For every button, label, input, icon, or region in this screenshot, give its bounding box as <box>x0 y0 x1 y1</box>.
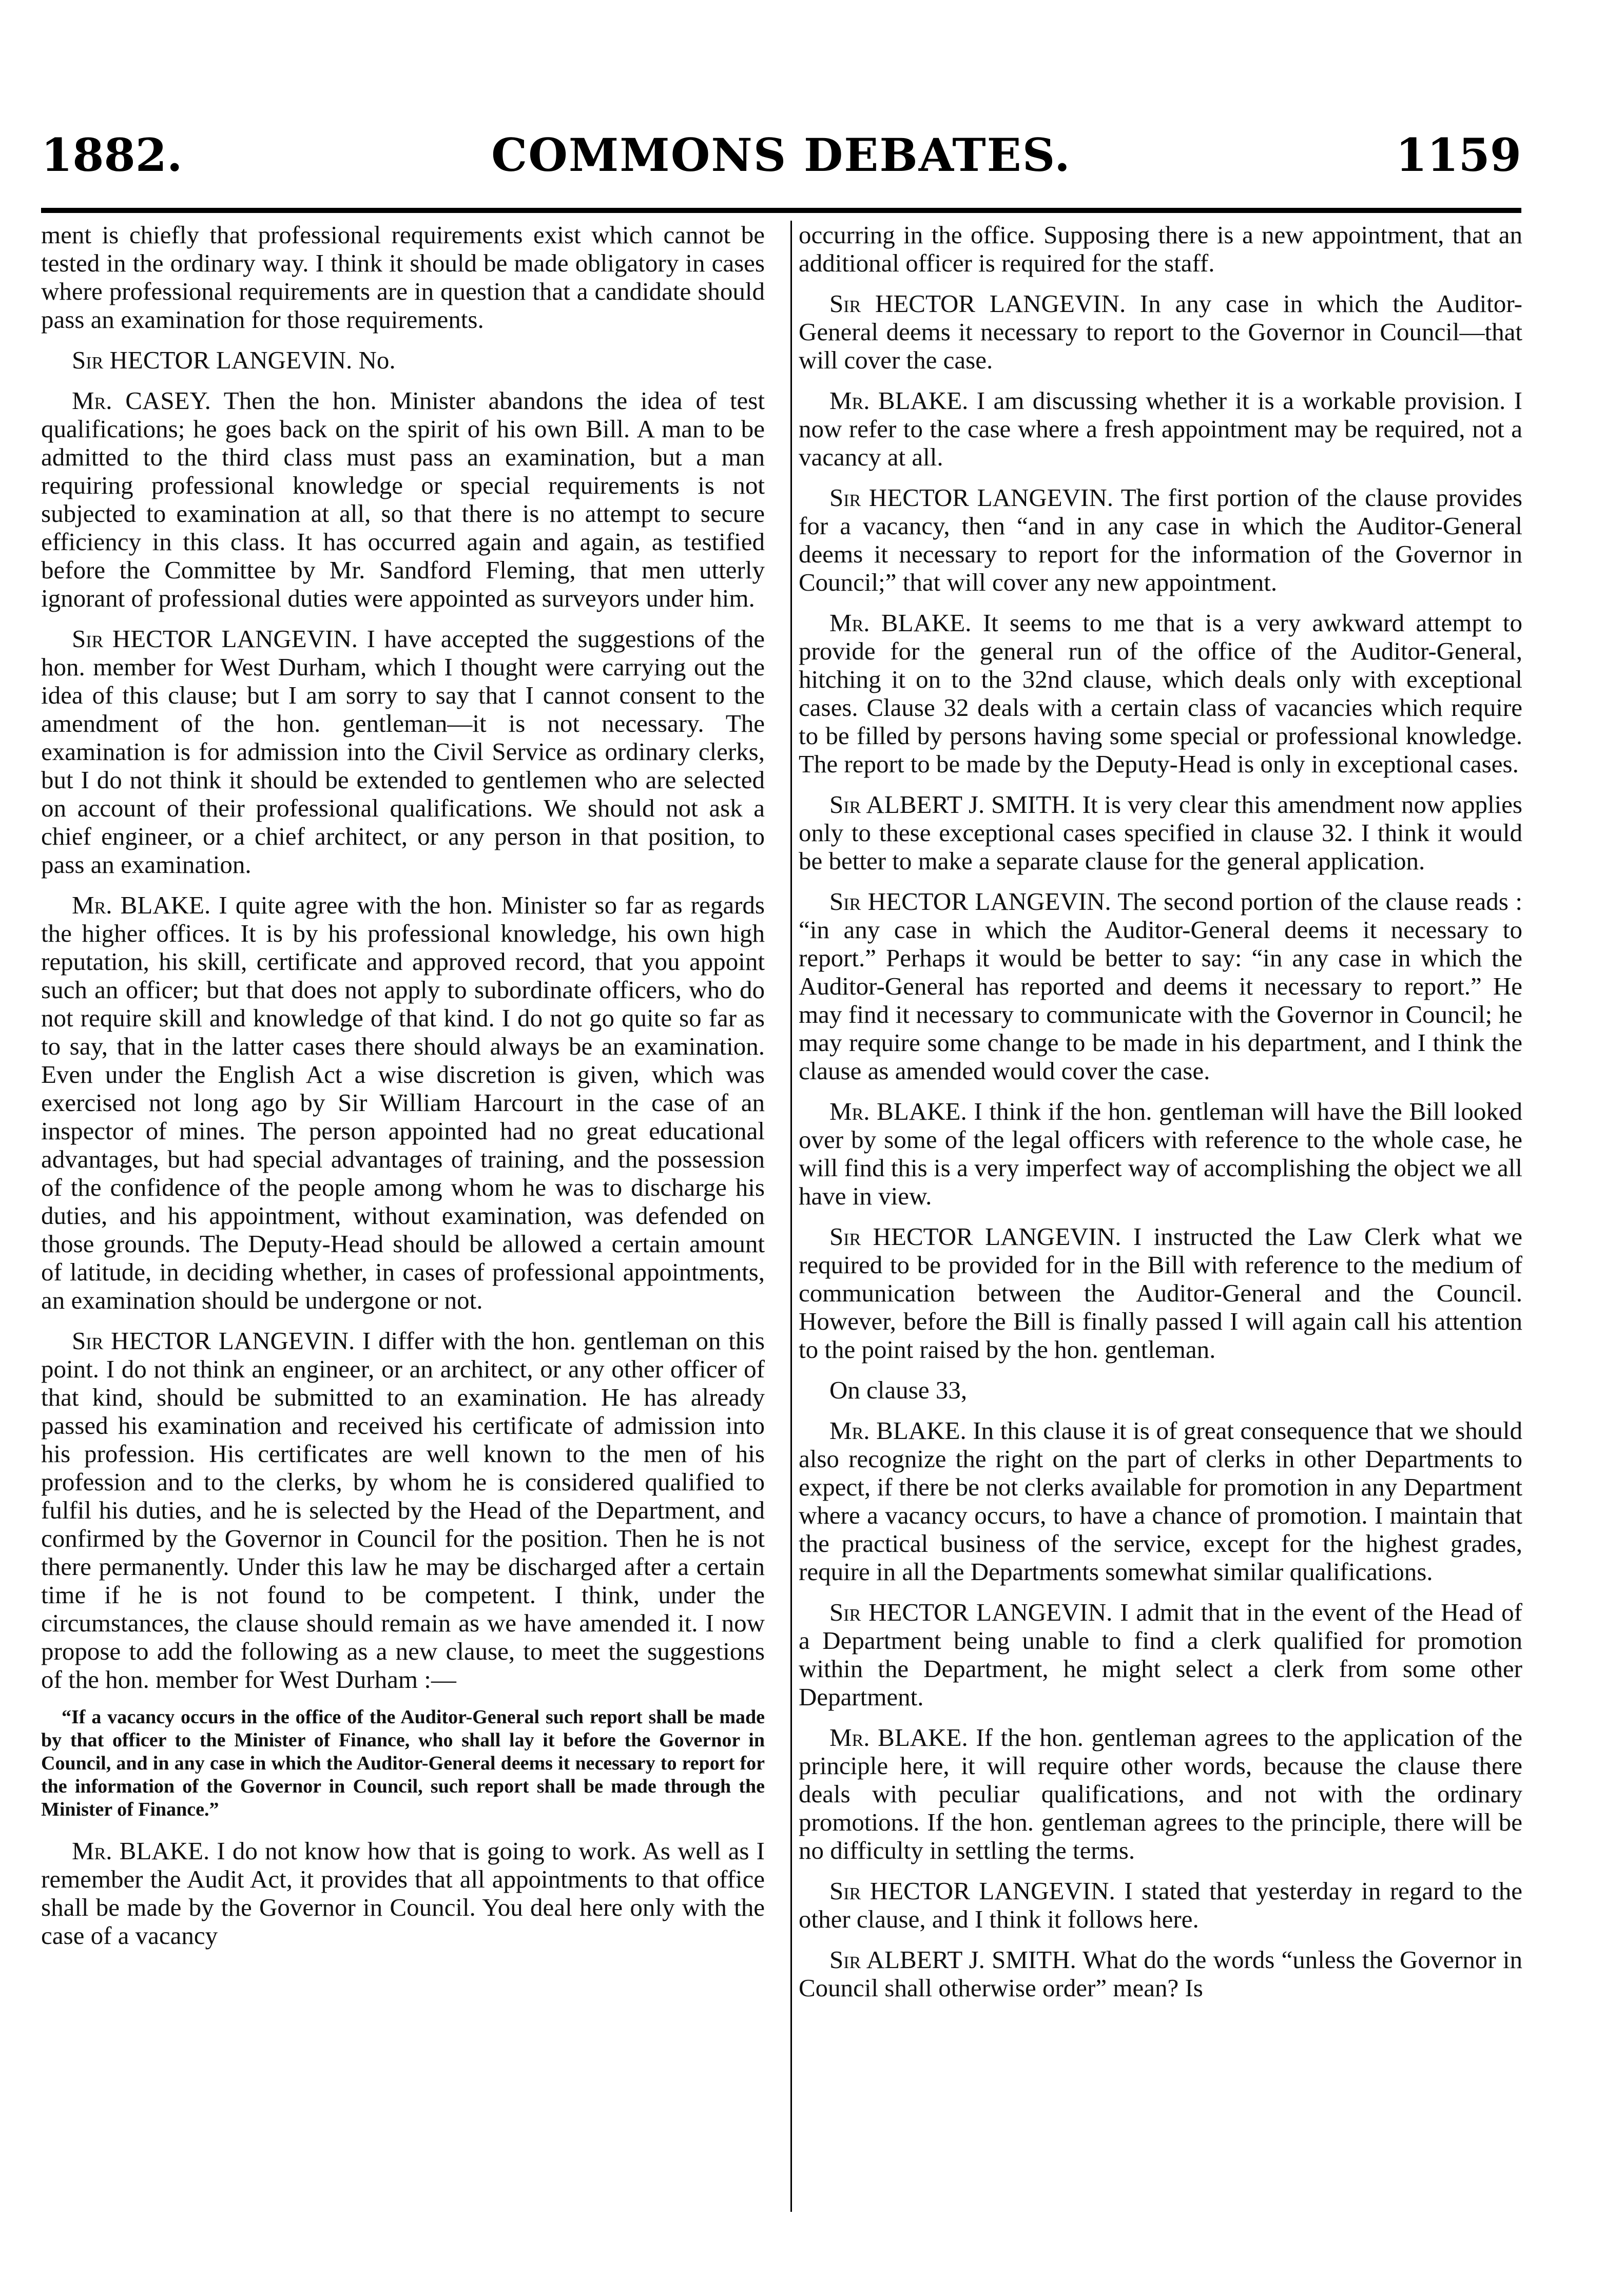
speech-paragraph <box>799 1222 1522 1364</box>
speaker-name: Mr. BLAKE. <box>829 1097 967 1125</box>
speech-paragraph <box>799 1416 1522 1586</box>
speech-paragraph <box>799 1723 1522 1864</box>
speaker-name: Sir HECTOR LANGEVIN. <box>829 289 1126 318</box>
quoted-clause: “If a vacancy occurs in the office of the Auditor-General such report shall be made by that officer to the Minister of Finance, who shall lay it before the Governor in Council, and in any case in which the Auditor-General deems it necessary to report for the information of the Governor in Council, such report shall be made through the Minister of Finance.” <box>41 1706 765 1820</box>
speech-text: I think if the hon. gentleman will have the Bill looked over by some of the legal officers with reference to the whole case, he will find this is a very imperfect way of accomplishing the object we all have in view. <box>799 1097 1522 1210</box>
speaker-name: Sir HECTOR LANGEVIN. <box>72 1327 355 1355</box>
speech-text: It is very clear this amendment now applies only to these exceptional cases specified in clause 32. I think it would be better to make a separate clause for the general application. <box>799 790 1522 875</box>
header-year: 1882. <box>41 128 183 182</box>
speech-text: No. <box>352 346 396 374</box>
continued-paragraph: occurring in the office. Supposing there is a new appointment, that an additional officer is required for the staff. <box>799 221 1522 277</box>
speaker-name: Mr. BLAKE. <box>829 1416 966 1445</box>
header-rule <box>41 208 1521 213</box>
speaker-name: Sir HECTOR LANGEVIN. <box>829 1222 1122 1251</box>
speaker-name: Sir HECTOR LANGEVIN. <box>829 1598 1113 1626</box>
speech-paragraph <box>799 1877 1522 1933</box>
speaker-name: Mr. CASEY. <box>72 386 211 415</box>
speech-paragraph <box>799 1097 1522 1210</box>
speech-text: The second portion of the clause reads : “in any case in which the Auditor-General deems it necessary to report.” Perhaps it would be better to say: “in any case in which the Auditor-General has reported and deems it necessary to report.” He may find it necessary to communicate with the Governor in Council; he may require some change to be made in his department, and I think the clause as amended would cover the case. <box>799 887 1522 1085</box>
speaker-name: Sir HECTOR LANGEVIN. <box>829 887 1111 916</box>
speech-paragraph <box>41 346 765 374</box>
speech-text: I quite agree with the hon. Minister so far as regards the higher offices. It is by his professional knowledge, his own high reputation, his skill, certificate and approved record, that you appoint such an officer; but that does not apply to subordinate officers, who do not require skill and knowledge of that kind. I do not go quite so far as to say, that in the latter cases there should always be an examination. Even under the English Act a wise discretion is given, which was exercised not long ago by Sir William Harcourt in the case of an inspector of mines. The person appointed had no great educational advantages, but had special advantages of training, and the possession of the confidence of the people among whom he was to discharge his duties, and his appointment, without examination, was defended on those grounds. The Deputy-Head should be allowed a certain amount of latitude, in deciding whether, in cases of professional appointments, an examination should be undergone or not. <box>41 891 765 1314</box>
speech-text: I do not know how that is going to work. As well as I remember the Audit Act, it provides that all appointments to that office shall be made by the Governor in Council. You deal here only with the case of a vacancy <box>41 1837 765 1950</box>
speech-text: In any case in which the Auditor-General deems it necessary to report to the Governor in Council—that will cover the case. <box>799 289 1522 374</box>
speech-paragraph <box>41 1837 765 1950</box>
speech-text: I have accepted the suggestions of the hon. member for West Durham, which I thought were carrying out the idea of this clause; but I am sorry to say that I cannot consent to the amendment of the hon. gentleman—it is not necessary. The examination is for admission into the Civil Service as ordinary clerks, but I do not think it should be extended to gentlemen who are selected on account of their professional qualifications. We should not ask a chief engineer, or a chief architect, or any person in that position, to pass an examination. <box>41 625 765 879</box>
continued-paragraph: ment is chiefly that professional requirements exist which cannot be tested in the ordinary way. I think it should be made obligatory in cases where professional requirements are in question that a candidate should pass an examination for those requirements. <box>41 221 765 334</box>
speech-text: I admit that in the event of the Head of a Department being unable to find a clerk qualified for promotion within the Department, he might select a clerk from some other Department. <box>799 1598 1522 1711</box>
speaker-name: Sir HECTOR LANGEVIN. <box>72 625 358 653</box>
speech-text: What do the words “unless the Governor in Council shall otherwise order” mean? Is <box>799 1945 1522 2002</box>
procedural-note: On clause 33, <box>829 1376 968 1404</box>
column-divider <box>790 221 792 2212</box>
speaker-name: Sir HECTOR LANGEVIN. <box>829 1877 1115 1905</box>
speech-paragraph <box>41 1327 765 1694</box>
speech-text: If the hon. gentleman agrees to the application of the principle here, it will require other words, because the clause there deals with peculiar qualifications, and not with the ordinary promotions. If the hon. gentleman agrees to the principle, there will be no difficulty in settling the terms. <box>799 1723 1522 1864</box>
speaker-name: Sir HECTOR LANGEVIN. <box>829 483 1113 512</box>
speech-text: I am discussing whether it is a workable provision. I now refer to the case where a fresh appointment may be required, not a vacancy at all. <box>799 386 1522 471</box>
speaker-name: Mr. BLAKE. <box>72 891 211 919</box>
speech-text: Then the hon. Minister abandons the idea of test qualifications; he goes back on the spirit of his own Bill. A man to be admitted to the third class must pass an examination, but a man requiring professional knowledge or special requirements is not subjected to examination at all, so that there is no attempt to secure efficiency in this class. It has occurred again and again, as testified before the Committee by Mr. Sandford Fleming, that men utterly ignorant of professional duties were appointed as surveyors under him. <box>41 386 765 612</box>
speech-text: The first portion of the clause provides for a vacancy, then “and in any case in which the Auditor-General deems it necessary to report for the information of the Governor in Council;” that will cover any new appointment. <box>799 483 1522 596</box>
speaker-name: Sir HECTOR LANGEVIN. <box>72 346 353 374</box>
speech-text: I instructed the Law Clerk what we required to be provided for in the Bill with reference to the medium of communication between the Auditor-General and the Council. However, before the Bill is finally passed I will again call his attention to the point raised by the hon. gentleman. <box>799 1222 1522 1364</box>
header-title: COMMONS DEBATES. <box>491 128 1071 182</box>
speech-paragraph <box>799 483 1522 596</box>
speech-paragraph <box>799 289 1522 374</box>
speech-paragraph <box>799 609 1522 778</box>
page-header <box>41 128 1521 205</box>
speaker-name: Mr. BLAKE. <box>829 609 972 637</box>
speech-paragraph <box>799 1598 1522 1711</box>
speaker-name: Sir ALBERT J. SMITH. <box>829 790 1076 819</box>
speech-paragraph <box>41 625 765 879</box>
left-column <box>41 221 765 2222</box>
speech-text: In this clause it is of great consequence that we should also recognize the right on the part of clerks in other Departments to expect, if there be not clerks available for promotion in any Department where a vacancy occurs, to have a chance of promotion. I maintain that the practical business of the service, except for the highest grades, require in all the Departments somewhat similar qualifications. <box>799 1416 1522 1586</box>
speech-text: I differ with the hon. gentleman on this point. I do not think an engineer, or an architect, or any other officer of that kind, should be submitted to an examination. He has already passed his examination and received his certificate of admission into his profession. His certificates are well known to the men of his profession and to the clerks, by whom he is considered qualified to fulfil his duties, and he is selected by the Head of the Department, and confirmed by the Governor in Council for the position. Then he is not there permanently. Under this law he may be discharged after a certain time if he is not found to be competent. I think, under the circumstances, the clause should remain as we have amended it. I now propose to add the following as a new clause, to meet the suggestions of the hon. member for West Durham :— <box>41 1327 765 1694</box>
speech-paragraph <box>41 891 765 1314</box>
speech-paragraph <box>41 386 765 612</box>
speaker-name: Mr. BLAKE. <box>829 386 969 415</box>
speaker-name: Mr. BLAKE. <box>72 1837 210 1865</box>
speech-text: It seems to me that is a very awkward attempt to provide for the general run of the office of the Auditor-General, hitching it on to the 32nd clause, which deals only with exceptional cases. Clause 32 deals with a certain class of vacancies which require to be filled by persons having some special or professional knowledge. The report to be made by the Deputy-Head is only in exceptional cases. <box>799 609 1522 778</box>
speech-paragraph <box>799 790 1522 875</box>
speech-text: I stated that yesterday in regard to the other clause, and I think it follows here. <box>799 1877 1522 1933</box>
speaker-name: Sir ALBERT J. SMITH. <box>829 1945 1076 1974</box>
header-page-number: 1159 <box>1396 128 1521 182</box>
speech-paragraph <box>799 386 1522 471</box>
right-column <box>799 221 1522 2222</box>
speech-paragraph <box>799 887 1522 1085</box>
speech-paragraph <box>799 1945 1522 2002</box>
speaker-name: Mr. BLAKE. <box>829 1723 968 1752</box>
